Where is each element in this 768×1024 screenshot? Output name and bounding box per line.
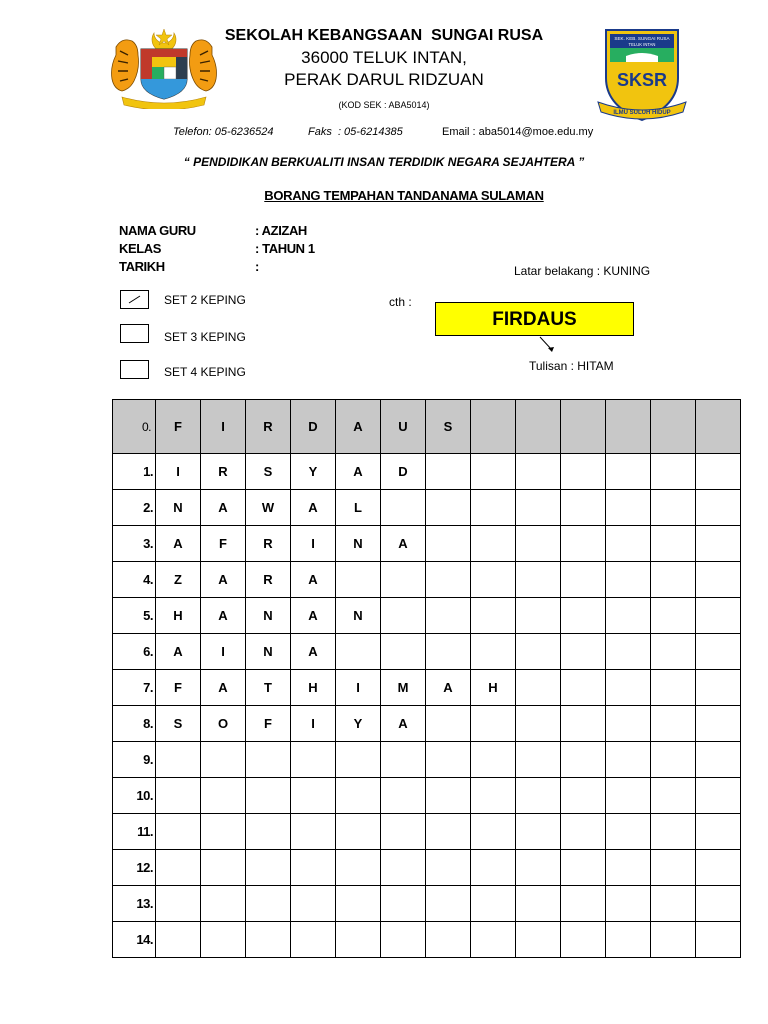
letter-cell[interactable] — [291, 922, 336, 958]
letter-cell[interactable]: R — [246, 400, 291, 454]
school-code: (KOD SEK : ABA5014) — [338, 100, 430, 110]
letter-cell[interactable] — [426, 562, 471, 598]
letter-cell[interactable] — [291, 742, 336, 778]
letter-cell[interactable] — [606, 562, 651, 598]
letter-cell[interactable]: S — [156, 706, 201, 742]
letter-cell[interactable]: S — [246, 454, 291, 490]
form-title: BORANG TEMPAHAN TANDANAMA SULAMAN — [264, 188, 544, 203]
row-number: 8. — [113, 706, 156, 742]
letter-cell[interactable] — [426, 598, 471, 634]
text-color-note: Tulisan : HITAM — [529, 359, 614, 373]
kelas-label: KELAS — [119, 241, 162, 256]
letter-cell[interactable] — [606, 850, 651, 886]
letter-cell[interactable] — [426, 922, 471, 958]
letter-cell[interactable] — [426, 490, 471, 526]
letter-cell[interactable] — [291, 886, 336, 922]
letter-cell[interactable] — [651, 400, 696, 454]
letter-cell[interactable] — [336, 778, 381, 814]
table-row — [113, 526, 741, 562]
example-label: cth : — [389, 295, 412, 309]
letter-cell[interactable] — [426, 454, 471, 490]
letter-cell[interactable] — [516, 598, 561, 634]
letter-cell[interactable] — [426, 814, 471, 850]
letter-cell[interactable] — [696, 814, 741, 850]
letter-cell[interactable] — [651, 670, 696, 706]
letter-cell[interactable] — [516, 400, 561, 454]
letter-cell[interactable] — [606, 598, 651, 634]
letter-cell[interactable] — [471, 634, 516, 670]
crest-center-text: SKSR — [616, 70, 668, 90]
letter-cell[interactable]: I — [336, 670, 381, 706]
crest-top-text-2: TELUK INTAN — [628, 42, 656, 47]
row-number: 7. — [113, 670, 156, 706]
name-grid-table — [112, 399, 741, 958]
letter-cell[interactable]: A — [156, 526, 201, 562]
letter-cell[interactable]: N — [246, 598, 291, 634]
letter-cell[interactable] — [201, 778, 246, 814]
letter-cell[interactable] — [561, 670, 606, 706]
email: Email : aba5014@moe.edu.my — [442, 126, 594, 138]
row-number: 12. — [113, 850, 156, 886]
set-4-checkbox[interactable] — [120, 360, 149, 379]
letter-cell[interactable] — [381, 850, 426, 886]
letter-cell[interactable] — [426, 706, 471, 742]
letter-cell[interactable] — [156, 922, 201, 958]
table-row — [113, 886, 741, 922]
table-row — [113, 850, 741, 886]
row-number: 14. — [113, 922, 156, 958]
letter-cell[interactable]: A — [156, 634, 201, 670]
letter-cell[interactable]: A — [291, 562, 336, 598]
letter-cell[interactable] — [426, 634, 471, 670]
crest-top-text: SEK. KEB. SUNGAI RUSA — [614, 36, 670, 41]
letter-cell[interactable] — [471, 598, 516, 634]
letter-cell[interactable] — [381, 634, 426, 670]
letter-cell[interactable] — [471, 922, 516, 958]
letter-cell[interactable] — [336, 850, 381, 886]
letter-cell[interactable] — [381, 778, 426, 814]
letter-cell[interactable] — [606, 742, 651, 778]
row-number: 13. — [113, 886, 156, 922]
letter-cell[interactable] — [606, 778, 651, 814]
letter-cell[interactable]: I — [201, 634, 246, 670]
letter-cell[interactable] — [516, 886, 561, 922]
letter-cell[interactable] — [381, 922, 426, 958]
row-number: 0. — [113, 400, 156, 454]
letter-cell[interactable] — [426, 742, 471, 778]
letter-cell[interactable] — [651, 778, 696, 814]
letter-cell[interactable] — [516, 526, 561, 562]
letter-cell[interactable]: Y — [291, 454, 336, 490]
letter-cell[interactable] — [651, 922, 696, 958]
letter-cell[interactable] — [696, 634, 741, 670]
letter-cell[interactable] — [426, 886, 471, 922]
letter-cell[interactable] — [651, 850, 696, 886]
letter-cell[interactable]: A — [381, 706, 426, 742]
letter-cell[interactable]: A — [381, 526, 426, 562]
letter-cell[interactable] — [291, 850, 336, 886]
letter-cell[interactable] — [516, 778, 561, 814]
telefon: Telefon: 05-6236524 — [173, 126, 274, 138]
letter-cell[interactable] — [336, 562, 381, 598]
letter-cell[interactable] — [471, 562, 516, 598]
nama-guru-label: NAMA GURU — [119, 223, 196, 238]
letter-cell[interactable] — [561, 742, 606, 778]
set-2-checkbox[interactable] — [120, 290, 149, 309]
letter-cell[interactable] — [651, 490, 696, 526]
letter-cell[interactable] — [471, 454, 516, 490]
letter-cell[interactable]: A — [291, 490, 336, 526]
letter-cell[interactable] — [156, 886, 201, 922]
letter-cell[interactable] — [561, 490, 606, 526]
tarikh-value: : — [255, 259, 259, 274]
letter-cell[interactable]: F — [156, 400, 201, 454]
letter-cell[interactable] — [561, 526, 606, 562]
letter-cell[interactable]: N — [156, 490, 201, 526]
letter-cell[interactable]: O — [201, 706, 246, 742]
letter-cell[interactable] — [651, 886, 696, 922]
letter-cell[interactable] — [561, 814, 606, 850]
letter-cell[interactable] — [561, 400, 606, 454]
letter-cell[interactable]: R — [201, 454, 246, 490]
address-line-2: PERAK DARUL RIDZUAN — [284, 70, 484, 89]
letter-cell[interactable] — [246, 886, 291, 922]
letter-cell[interactable] — [651, 814, 696, 850]
letter-cell[interactable] — [561, 850, 606, 886]
letter-cell[interactable] — [606, 400, 651, 454]
letter-cell[interactable] — [471, 778, 516, 814]
letter-cell[interactable] — [561, 454, 606, 490]
letter-cell[interactable] — [696, 850, 741, 886]
letter-cell[interactable] — [426, 850, 471, 886]
letter-cell[interactable] — [516, 706, 561, 742]
letter-cell[interactable] — [606, 634, 651, 670]
letter-cell[interactable] — [606, 814, 651, 850]
table-row — [113, 814, 741, 850]
letter-cell[interactable] — [471, 706, 516, 742]
letter-cell[interactable]: M — [381, 670, 426, 706]
letter-cell[interactable] — [561, 886, 606, 922]
letter-cell[interactable] — [696, 670, 741, 706]
letter-cell[interactable] — [651, 634, 696, 670]
letter-cell[interactable] — [651, 706, 696, 742]
letter-cell[interactable] — [156, 850, 201, 886]
letter-cell[interactable] — [156, 742, 201, 778]
letter-cell[interactable] — [516, 454, 561, 490]
table-row — [113, 562, 741, 598]
letter-cell[interactable] — [156, 778, 201, 814]
row-number: 1. — [113, 454, 156, 490]
table-row — [113, 706, 741, 742]
letter-cell[interactable] — [336, 634, 381, 670]
letter-cell[interactable]: I — [156, 454, 201, 490]
set-2-label: SET 2 KEPING — [164, 293, 246, 307]
letter-cell[interactable]: Z — [156, 562, 201, 598]
row-number: 2. — [113, 490, 156, 526]
letter-cell[interactable] — [471, 490, 516, 526]
letter-cell[interactable] — [561, 634, 606, 670]
letter-cell[interactable]: R — [246, 562, 291, 598]
letter-cell[interactable] — [471, 886, 516, 922]
letter-cell[interactable] — [606, 454, 651, 490]
letter-cell[interactable] — [561, 922, 606, 958]
table-row — [113, 598, 741, 634]
letter-cell[interactable] — [336, 922, 381, 958]
letter-cell[interactable]: T — [246, 670, 291, 706]
letter-cell[interactable]: D — [291, 400, 336, 454]
letter-cell[interactable] — [651, 526, 696, 562]
address-line-1: 36000 TELUK INTAN, — [301, 48, 467, 67]
letter-cell[interactable]: W — [246, 490, 291, 526]
letter-cell[interactable] — [516, 850, 561, 886]
letter-cell[interactable] — [516, 670, 561, 706]
letter-cell[interactable] — [516, 814, 561, 850]
letter-cell[interactable] — [381, 490, 426, 526]
motto: “ PENDIDIKAN BERKUALITI INSAN TERDIDIK NEGARA SEJAHTERA ” — [183, 155, 585, 169]
letter-cell[interactable] — [336, 742, 381, 778]
letter-cell[interactable] — [336, 886, 381, 922]
row-number: 10. — [113, 778, 156, 814]
row-number: 11. — [113, 814, 156, 850]
letter-cell[interactable] — [696, 526, 741, 562]
letter-cell[interactable]: D — [381, 454, 426, 490]
row-number: 6. — [113, 634, 156, 670]
letter-cell[interactable] — [651, 598, 696, 634]
letter-cell[interactable] — [606, 706, 651, 742]
letter-cell[interactable]: A — [201, 670, 246, 706]
letter-cell[interactable] — [471, 742, 516, 778]
letter-cell[interactable]: A — [291, 598, 336, 634]
table-row — [113, 490, 741, 526]
letter-cell[interactable] — [696, 742, 741, 778]
letter-cell[interactable] — [561, 706, 606, 742]
faks: Faks : 05-6214385 — [308, 126, 403, 138]
letter-cell[interactable]: H — [156, 598, 201, 634]
letter-cell[interactable] — [201, 886, 246, 922]
letter-cell[interactable]: I — [291, 526, 336, 562]
letter-cell[interactable] — [696, 598, 741, 634]
table-row — [113, 454, 741, 490]
letter-cell[interactable] — [201, 850, 246, 886]
letter-cell[interactable]: A — [291, 634, 336, 670]
row-number: 5. — [113, 598, 156, 634]
arrow-icon — [530, 336, 570, 356]
letter-cell[interactable] — [696, 562, 741, 598]
letter-cell[interactable] — [606, 922, 651, 958]
letter-cell[interactable] — [201, 922, 246, 958]
set-3-label: SET 3 KEPING — [164, 330, 246, 344]
letter-cell[interactable]: N — [246, 634, 291, 670]
letter-cell[interactable]: Y — [336, 706, 381, 742]
letter-cell[interactable] — [606, 490, 651, 526]
check-mark-icon — [121, 291, 148, 308]
letter-cell[interactable]: A — [201, 562, 246, 598]
letter-cell[interactable]: N — [336, 526, 381, 562]
letter-cell[interactable]: I — [291, 706, 336, 742]
letter-cell[interactable] — [471, 850, 516, 886]
letter-cell[interactable] — [381, 598, 426, 634]
letter-cell[interactable] — [201, 814, 246, 850]
letter-cell[interactable] — [426, 526, 471, 562]
letter-cell[interactable]: N — [336, 598, 381, 634]
letter-cell[interactable]: F — [156, 670, 201, 706]
letter-cell[interactable] — [516, 562, 561, 598]
letter-cell[interactable] — [651, 454, 696, 490]
letter-cell[interactable] — [246, 814, 291, 850]
letter-cell[interactable]: L — [336, 490, 381, 526]
letter-cell[interactable] — [696, 400, 741, 454]
letter-cell[interactable]: F — [246, 706, 291, 742]
letter-cell[interactable] — [246, 922, 291, 958]
letter-cell[interactable] — [696, 886, 741, 922]
background-note: Latar belakang : KUNING — [514, 264, 651, 278]
table-row — [113, 634, 741, 670]
letter-cell[interactable] — [651, 562, 696, 598]
letter-cell[interactable]: A — [201, 598, 246, 634]
letter-cell[interactable] — [426, 778, 471, 814]
set-4-label: SET 4 KEPING — [164, 365, 246, 379]
table-header-row — [113, 400, 741, 454]
letter-cell[interactable]: H — [471, 670, 516, 706]
letter-cell[interactable]: A — [336, 400, 381, 454]
letter-cell[interactable]: I — [201, 400, 246, 454]
letter-cell[interactable]: A — [336, 454, 381, 490]
letter-cell[interactable] — [696, 490, 741, 526]
row-number: 3. — [113, 526, 156, 562]
letter-cell[interactable]: R — [246, 526, 291, 562]
letter-cell[interactable] — [156, 814, 201, 850]
crest-banner-text: ILMU SULUH HIDUP — [613, 110, 671, 116]
table-row — [113, 778, 741, 814]
letter-cell[interactable] — [561, 562, 606, 598]
letter-cell[interactable] — [516, 742, 561, 778]
table-row — [113, 922, 741, 958]
letter-cell[interactable] — [291, 814, 336, 850]
letter-cell[interactable]: S — [426, 400, 471, 454]
letter-cell[interactable] — [606, 670, 651, 706]
letter-cell[interactable]: A — [426, 670, 471, 706]
letter-cell[interactable] — [651, 742, 696, 778]
letter-cell[interactable] — [381, 886, 426, 922]
set-3-checkbox[interactable] — [120, 324, 149, 343]
letter-cell[interactable] — [606, 886, 651, 922]
example-name-tag: FIRDAUS — [435, 302, 634, 336]
letter-cell[interactable]: A — [201, 490, 246, 526]
letter-cell[interactable]: F — [201, 526, 246, 562]
letter-cell[interactable] — [471, 400, 516, 454]
letter-cell[interactable]: H — [291, 670, 336, 706]
letter-cell[interactable] — [561, 598, 606, 634]
letter-cell[interactable] — [246, 778, 291, 814]
letter-cell[interactable] — [381, 814, 426, 850]
row-number: 4. — [113, 562, 156, 598]
letter-cell[interactable] — [471, 814, 516, 850]
letter-cell[interactable] — [201, 742, 246, 778]
kelas-value: : TAHUN 1 — [255, 241, 315, 256]
table-row — [113, 670, 741, 706]
letter-cell[interactable] — [516, 922, 561, 958]
letter-cell[interactable] — [516, 490, 561, 526]
letter-cell[interactable] — [606, 526, 651, 562]
letter-cell[interactable] — [246, 850, 291, 886]
letter-cell[interactable] — [246, 742, 291, 778]
letter-cell[interactable] — [696, 922, 741, 958]
letter-cell[interactable] — [696, 706, 741, 742]
nama-guru-value: : AZIZAH — [255, 223, 307, 238]
letter-cell[interactable] — [381, 742, 426, 778]
tarikh-label: TARIKH — [119, 259, 165, 274]
table-row — [113, 742, 741, 778]
letter-cell[interactable] — [561, 778, 606, 814]
letter-cell[interactable] — [516, 634, 561, 670]
letter-cell[interactable] — [471, 526, 516, 562]
letter-cell[interactable] — [291, 778, 336, 814]
letter-cell[interactable] — [336, 814, 381, 850]
letter-cell[interactable] — [696, 454, 741, 490]
row-number: 9. — [113, 742, 156, 778]
letter-cell[interactable] — [696, 778, 741, 814]
letter-cell[interactable]: U — [381, 400, 426, 454]
school-name: SEKOLAH KEBANGSAAN SUNGAI RUSA — [224, 27, 544, 44]
letter-cell[interactable] — [381, 562, 426, 598]
